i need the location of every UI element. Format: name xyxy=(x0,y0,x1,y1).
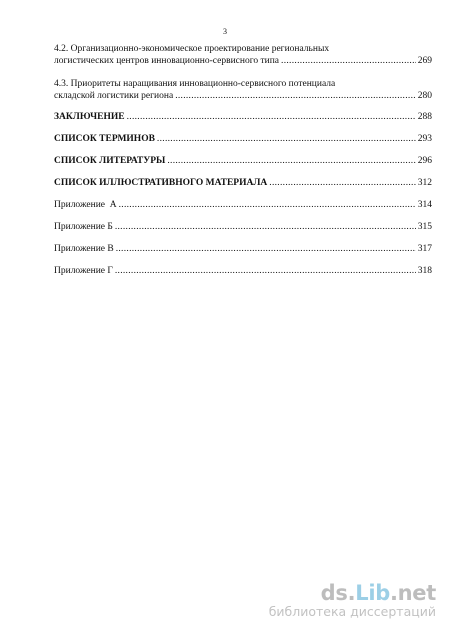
toc-page-number: 314 xyxy=(417,200,432,210)
toc-entry-line xyxy=(54,265,432,277)
toc-entry-line xyxy=(54,111,432,123)
logo-ds: ds xyxy=(320,581,348,605)
toc-page-number: 269 xyxy=(417,56,432,66)
toc-entry-line xyxy=(54,221,432,233)
toc-entry-4-3[interactable] xyxy=(54,78,432,102)
toc-page-number: 312 xyxy=(417,178,432,188)
page-number: 3 xyxy=(223,27,227,36)
dot-leader xyxy=(269,177,415,189)
toc-entry-appendix-a[interactable] xyxy=(54,199,432,211)
dot-leader xyxy=(115,221,416,233)
toc-page-number: 280 xyxy=(417,91,432,101)
toc-entry-conclusion[interactable] xyxy=(54,111,432,123)
toc-page-number: 315 xyxy=(417,222,432,232)
logo-dot: . xyxy=(347,581,356,605)
toc-entry-text: Приложение А xyxy=(54,200,117,210)
dot-leader xyxy=(167,155,415,167)
dot-leader xyxy=(175,90,416,102)
dot-leader xyxy=(119,199,416,211)
toc-entry-line xyxy=(54,243,432,255)
toc-entry-illustrations[interactable] xyxy=(54,177,432,189)
toc-entry-text: ЗАКЛЮЧЕНИЕ xyxy=(54,112,125,122)
toc-entry-line xyxy=(54,199,432,211)
toc-entry-text: 4.2. Организационно-экономическое проектирование региональных xyxy=(54,44,330,54)
toc-entry-literature[interactable] xyxy=(54,155,432,167)
toc-entry-text: СПИСОК ИЛЛЮСТРАТИВНОГО МАТЕРИАЛА xyxy=(54,178,268,188)
toc-entry-4-2[interactable] xyxy=(54,43,432,67)
toc-entry-text: Приложение В xyxy=(54,244,114,254)
toc-entry-line xyxy=(54,133,432,145)
dslib-logo xyxy=(269,581,436,605)
toc-page-number: 296 xyxy=(417,156,432,166)
toc-entry-line xyxy=(54,55,432,67)
toc-page-number: 293 xyxy=(417,134,432,144)
toc-page-number: 288 xyxy=(417,112,432,122)
logo-net: .net xyxy=(389,581,436,605)
toc-entry-line xyxy=(54,155,432,167)
dot-leader xyxy=(281,55,416,67)
watermark-subtitle: библиотека диссертаций xyxy=(268,604,436,619)
dslib-watermark xyxy=(269,581,436,619)
toc-page-number: 318 xyxy=(417,266,432,276)
toc-page-number: 317 xyxy=(417,244,432,254)
dot-leader xyxy=(116,243,416,255)
dot-leader xyxy=(115,265,416,277)
toc-entry-text: СПИСОК ТЕРМИНОВ xyxy=(54,134,155,144)
toc-entry-appendix-b[interactable] xyxy=(54,221,432,233)
toc-entry-text: 4.3. Приоритеты наращивания инновационно-сервисного потенциала xyxy=(54,79,336,89)
toc-entry-text: Приложение Г xyxy=(54,266,113,276)
dot-leader xyxy=(157,133,416,145)
logo-lib: Lib xyxy=(355,581,390,605)
toc-entry-appendix-v[interactable] xyxy=(54,243,432,255)
dot-leader xyxy=(127,111,416,123)
toc-entry-text: логистических центров инновационно-сервисного типа xyxy=(54,56,280,66)
toc-entry-terms[interactable] xyxy=(54,133,432,145)
toc-entry-line xyxy=(54,177,432,189)
toc-entry-text: складской логистики региона xyxy=(54,91,174,101)
toc-entry-appendix-g[interactable] xyxy=(54,265,432,277)
toc-entry-text: Приложение Б xyxy=(54,222,113,232)
toc-entry-line xyxy=(54,90,432,102)
toc-entry-text: СПИСОК ЛИТЕРАТУРЫ xyxy=(54,156,166,166)
